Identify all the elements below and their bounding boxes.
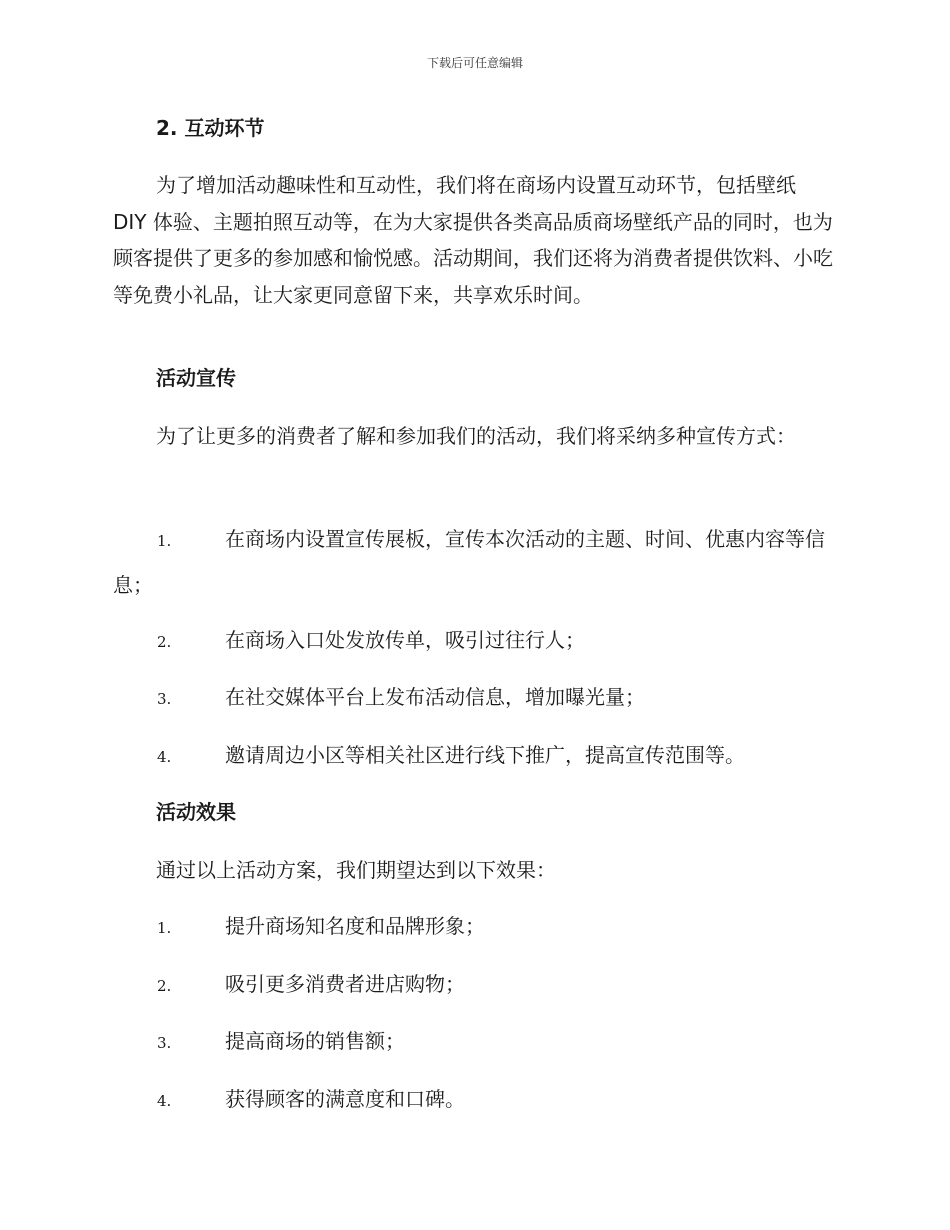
list-item-text: 在商场内设置宣传展板，宣传本次活动的主题、时间、优惠内容等信息； xyxy=(113,527,825,597)
list-item-number: 3. xyxy=(157,1034,172,1052)
list-item-number: 2. xyxy=(157,633,172,651)
list-item-number: 4. xyxy=(157,748,172,766)
section-heading-effect: 活动效果 xyxy=(156,800,236,824)
list-item-text: 在商场入口处发放传单，吸引过往行人； xyxy=(225,628,585,652)
list-item-number: 3. xyxy=(157,690,172,708)
paragraph-promotion-intro-text: 为了让更多的消费者了解和参加我们的活动，我们将采纳多种宣传方式： xyxy=(156,424,796,448)
section-heading-promotion: 活动宣传 xyxy=(156,366,236,390)
list-item-number: 4. xyxy=(157,1092,172,1110)
list-item-number: 1. xyxy=(157,532,172,550)
paragraph-effect-intro: 通过以上活动方案，我们期望达到以下效果： xyxy=(156,858,556,882)
list-item-text: 邀请周边小区等相关社区进行线下推广，提高宣传范围等。 xyxy=(225,743,745,767)
list-item xyxy=(113,1078,835,1122)
paragraph-promotion-intro xyxy=(113,418,835,455)
section-heading-interactive: 2. 互动环节 xyxy=(156,116,265,140)
list-item-number: 1. xyxy=(157,919,172,937)
list-item xyxy=(113,905,835,949)
list-item xyxy=(113,734,835,778)
list-item-text: 提高商场的销售额； xyxy=(225,1029,405,1053)
list-item-text: 获得顾客的满意度和口碑。 xyxy=(225,1087,465,1111)
list-item xyxy=(113,517,835,607)
page-header: 下载后可任意编辑 xyxy=(426,56,523,70)
list-item xyxy=(113,1020,835,1064)
list-item xyxy=(113,619,835,663)
list-item-text: 在社交媒体平台上发布活动信息，增加曝光量； xyxy=(225,685,645,709)
list-item-text: 吸引更多消费者进店购物； xyxy=(225,972,465,996)
paragraph-interactive-text: 为了增加活动趣味性和互动性，我们将在商场内设置互动环节，包括壁纸 DIY 体验、主题拍照互动等，在为大家提供各类高品质商场壁纸产品的同时，也为顾客提供了更多的参加感和愉悦感。活动期间，我们还将为消费者提供饮料、小吃等免费小礼品，让大家更同意留下来，共享欢乐时间。 xyxy=(113,173,833,307)
list-item-text: 提升商场知名度和品牌形象； xyxy=(225,914,485,938)
paragraph-interactive xyxy=(113,167,835,313)
list-item xyxy=(113,676,835,720)
list-item-number: 2. xyxy=(157,977,172,995)
list-item xyxy=(113,963,835,1007)
